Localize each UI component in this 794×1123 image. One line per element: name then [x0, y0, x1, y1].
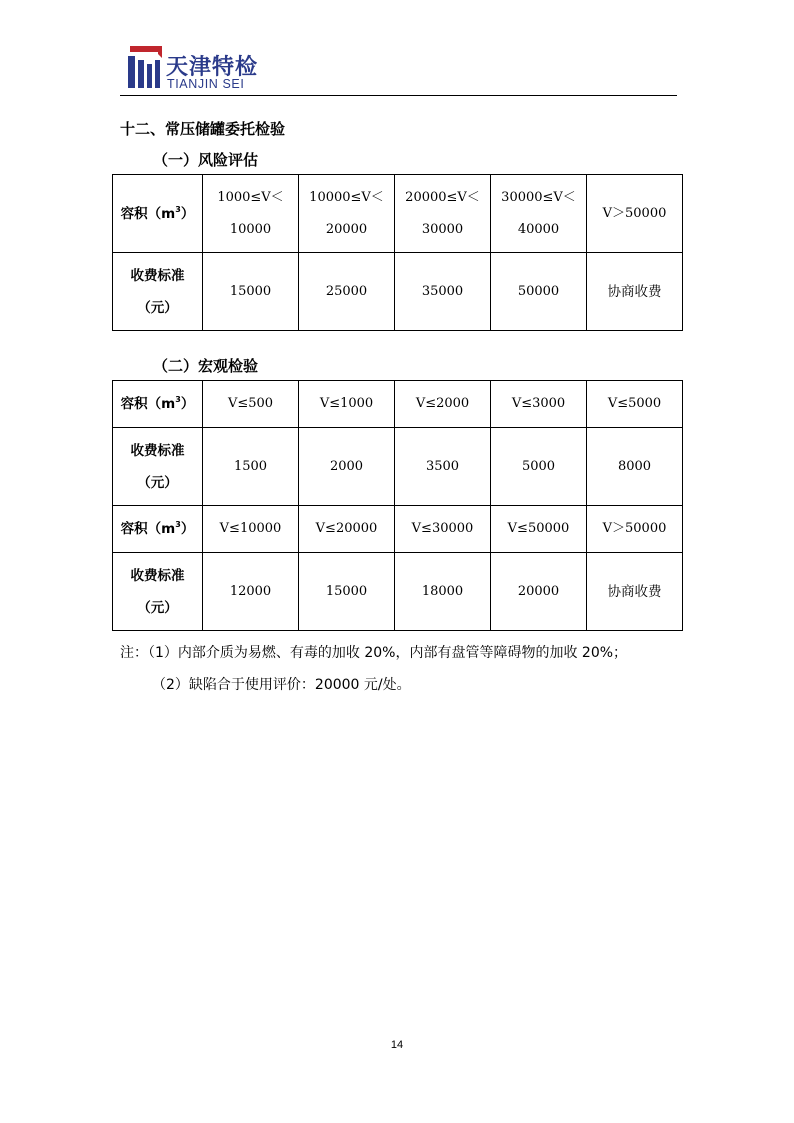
fee-cell: 3500	[395, 428, 491, 506]
table-row	[113, 175, 683, 253]
subsection-title-visual-inspection: （二）宏观检验	[153, 357, 259, 375]
volume-range-cell: V≤500	[203, 381, 299, 428]
fee-cell: 协商收费	[587, 553, 683, 631]
fee-cell: 20000	[491, 553, 587, 631]
volume-range-cell: V≤20000	[299, 506, 395, 553]
volume-range-cell: V≤3000	[491, 381, 587, 428]
fee-cell: 15000	[203, 253, 299, 331]
volume-header-cell: 容积$(m^3)$	[113, 381, 203, 428]
note-line-2: （2）缺陷合于使用评价：20000 元/处。	[152, 677, 411, 693]
table-row	[113, 381, 683, 428]
volume-range-cell: 10000≤V＜ 20000	[299, 175, 395, 253]
volume-range-cell: V＞50000	[587, 175, 683, 253]
logo-chinese-name: 天津特检	[166, 55, 259, 80]
volume-range-cell: V≤1000	[299, 381, 395, 428]
fee-cell: 12000	[203, 553, 299, 631]
fee-cell: 协商收费	[587, 253, 683, 331]
note-line-1: 注：（1）内部介质为易燃、有毒的加收 20%，内部有盘管等障碍物的加收 20%；	[120, 645, 628, 661]
fee-header-cell: 收费标准 （元）	[113, 428, 203, 506]
volume-header-cell: 容积$(m^3)$	[113, 506, 203, 553]
volume-range-cell: V＞50000	[587, 506, 683, 553]
fee-cell: 5000	[491, 428, 587, 506]
fee-header-cell: 收费标准 （元）	[113, 253, 203, 331]
logo-english-name: TIANJIN SEI	[167, 77, 245, 91]
table-row	[113, 553, 683, 631]
fee-cell: 35000	[395, 253, 491, 331]
subsection-title-risk-assessment: （一）风险评估	[153, 151, 259, 169]
volume-range-cell: 20000≤V＜ 30000	[395, 175, 491, 253]
volume-range-cell: V≤10000	[203, 506, 299, 553]
fee-cell: 8000	[587, 428, 683, 506]
volume-range-cell: V≤5000	[587, 381, 683, 428]
table-row	[113, 253, 683, 331]
table-row	[113, 428, 683, 506]
tianjin-sei-logo-icon	[126, 44, 162, 90]
page-number: 14	[390, 1039, 404, 1051]
fee-header-cell: 收费标准 （元）	[113, 553, 203, 631]
risk-assessment-fee-table	[112, 174, 683, 331]
fee-cell: 2000	[299, 428, 395, 506]
volume-header-cell: 容积$(m^3)$	[113, 175, 203, 253]
fee-cell: 1500	[203, 428, 299, 506]
visual-inspection-fee-table	[112, 380, 683, 631]
fee-cell: 15000	[299, 553, 395, 631]
fee-cell: 18000	[395, 553, 491, 631]
table-row	[113, 506, 683, 553]
page-header	[120, 40, 677, 96]
volume-range-cell: 1000≤V＜ 10000	[203, 175, 299, 253]
volume-range-cell: V≤30000	[395, 506, 491, 553]
fee-cell: 50000	[491, 253, 587, 331]
section-title: 十二、常压储罐委托检验	[120, 120, 286, 138]
volume-range-cell: V≤50000	[491, 506, 587, 553]
volume-range-cell: 30000≤V＜ 40000	[491, 175, 587, 253]
volume-range-cell: V≤2000	[395, 381, 491, 428]
fee-cell: 25000	[299, 253, 395, 331]
